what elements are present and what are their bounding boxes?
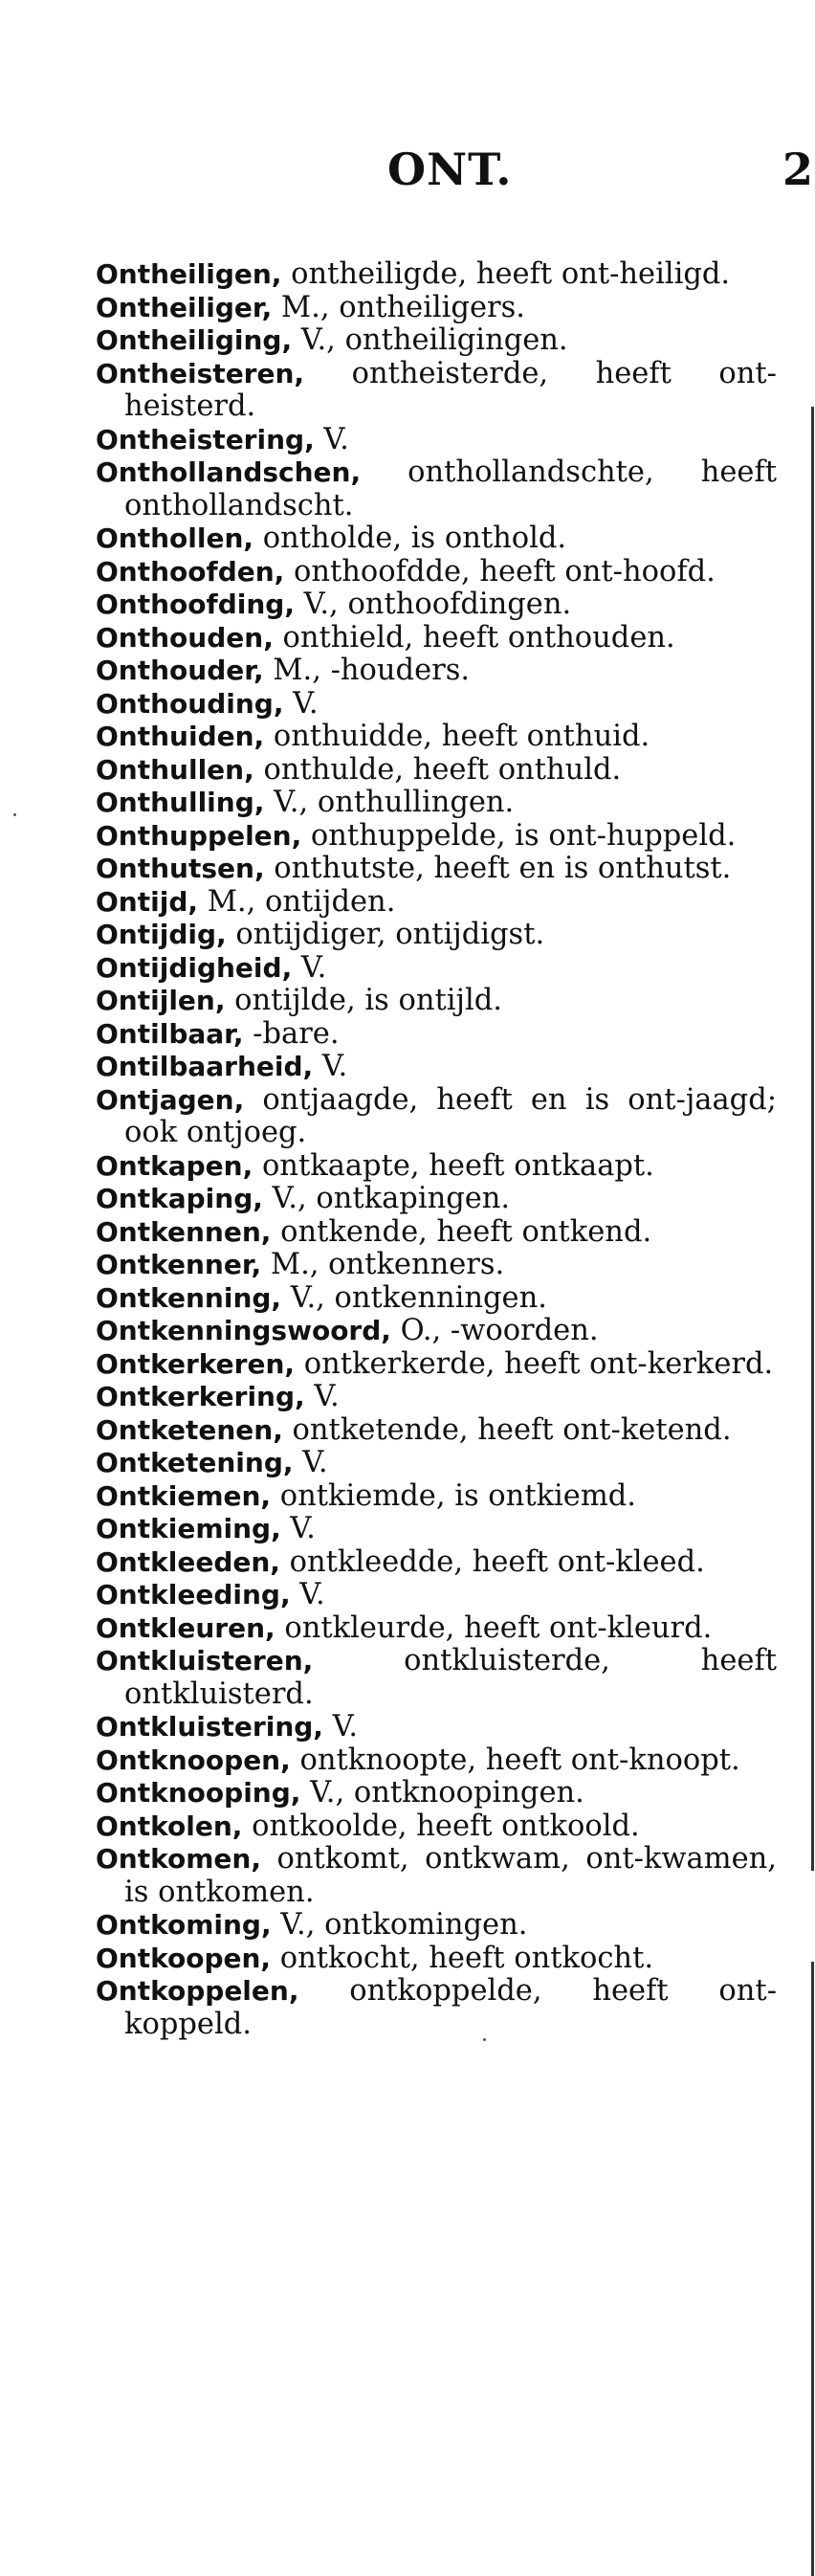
dictionary-entry bbox=[96, 919, 777, 952]
entry-headword: Ontkenner, bbox=[96, 1249, 262, 1280]
entry-headword: Ontkluisteren, bbox=[96, 1645, 314, 1677]
entry-definition: V., ontkapingen. bbox=[262, 1182, 511, 1215]
entry-definition: ontkomt, ontkwam, ont-kwamen, is ontkomen. bbox=[124, 1842, 777, 1909]
entry-headword: Ontketenen, bbox=[96, 1413, 283, 1446]
entry-headword: Onthollen, bbox=[96, 522, 254, 554]
entry-definition: onthutste, heeft en is onthutst. bbox=[264, 852, 732, 885]
entry-headword: Ontkennen, bbox=[96, 1215, 272, 1248]
dictionary-entry bbox=[96, 1744, 777, 1778]
dictionary-entry bbox=[96, 853, 777, 886]
entry-definition: V., onthoofdingen. bbox=[294, 588, 572, 621]
dictionary-entry bbox=[96, 1447, 777, 1480]
dictionary-entry bbox=[96, 556, 777, 589]
dictionary-entry bbox=[96, 1150, 777, 1184]
entry-definition: V. bbox=[322, 1710, 359, 1743]
entry-headword: Onthuppelen, bbox=[96, 819, 302, 852]
entry-definition: ontkocht, heeft ontkocht. bbox=[271, 1941, 654, 1975]
entry-headword: Ontkieming, bbox=[96, 1513, 281, 1544]
entry-headword: Onthutsen, bbox=[96, 853, 265, 884]
entry-definition: M., ontkenners. bbox=[261, 1248, 505, 1281]
dictionary-entry bbox=[96, 1645, 777, 1711]
entry-definition: ontkleedde, heeft ont-kleed. bbox=[279, 1544, 705, 1579]
dictionary-entry bbox=[96, 1843, 777, 1909]
entry-headword: Ontkleuren, bbox=[96, 1611, 275, 1644]
dictionary-entry bbox=[96, 1018, 777, 1052]
entry-headword: Ontheistering, bbox=[96, 423, 315, 455]
entry-definition: onthollandschte, heeft onthollandscht. bbox=[124, 455, 777, 522]
entry-headword: Ontkenningswoord, bbox=[96, 1315, 391, 1346]
dictionary-entry bbox=[96, 1579, 777, 1612]
entry-definition: V. bbox=[293, 1446, 328, 1479]
entry-definition: V. bbox=[283, 686, 319, 721]
dictionary-entry bbox=[96, 292, 777, 325]
entry-headword: Onthollandschen, bbox=[96, 456, 362, 488]
entry-headword: Onthulling, bbox=[96, 787, 265, 818]
entry-definition: ontijlde, is ontijld. bbox=[225, 984, 502, 1017]
dictionary-entry bbox=[96, 1315, 777, 1348]
entry-headword: Ontheiligen, bbox=[96, 258, 282, 290]
entry-definition: ontjaagde, heeft en is ont-jaagd; ook ontjoeg. bbox=[124, 1082, 777, 1149]
entry-headword: Ontkomen, bbox=[96, 1843, 261, 1875]
entry-headword: Ontkleeding, bbox=[96, 1579, 291, 1610]
page-title: ONT. bbox=[387, 144, 513, 195]
entry-headword: Onthoofden, bbox=[96, 555, 285, 588]
entry-headword: Ontheiliging, bbox=[96, 324, 293, 356]
dictionary-entry bbox=[96, 324, 777, 358]
entry-headword: Ontheisteren, bbox=[96, 357, 305, 389]
entry-headword: Ontijlen, bbox=[96, 985, 226, 1016]
dictionary-entry bbox=[96, 1777, 777, 1810]
entry-headword: Ontkleeden, bbox=[96, 1545, 280, 1578]
entry-headword: Onthouden, bbox=[96, 621, 274, 654]
dictionary-entry bbox=[96, 886, 777, 920]
dictionary-entry bbox=[96, 1909, 777, 1943]
dictionary-entry bbox=[96, 622, 777, 655]
entry-headword: Ontkenning, bbox=[96, 1281, 282, 1314]
entry-definition: V. bbox=[290, 1578, 325, 1611]
entry-definition: ontkoolde, heeft ontkoold. bbox=[242, 1809, 640, 1843]
page-header bbox=[0, 144, 815, 201]
dictionary-entry bbox=[96, 1943, 777, 1976]
dictionary-entry bbox=[96, 1381, 777, 1414]
dictionary-entry bbox=[96, 258, 777, 292]
print-speck bbox=[13, 813, 16, 816]
entry-headword: Onthoofding, bbox=[96, 588, 295, 620]
dictionary-entry bbox=[96, 1348, 777, 1382]
entry-definition: V., onthullingen. bbox=[264, 786, 515, 819]
entry-definition: ontketende, heeft ont-ketend. bbox=[282, 1412, 732, 1447]
entry-definition: ontkleurde, heeft ont-kleurd. bbox=[275, 1610, 713, 1645]
page-edge-line bbox=[811, 407, 814, 1871]
dictionary-entry bbox=[96, 456, 777, 522]
entry-headword: Ontilbaarheid, bbox=[96, 1051, 314, 1082]
dictionary-entry bbox=[96, 1183, 777, 1216]
entry-headword: Onthouding, bbox=[96, 687, 284, 720]
entry-definition: M., ontheiligers. bbox=[272, 290, 525, 324]
dictionary-entry bbox=[96, 1480, 777, 1514]
entry-definition: V. bbox=[314, 422, 349, 456]
entry-headword: Ontkoming, bbox=[96, 1909, 272, 1941]
entry-definition: ontheiligde, heeft ont-heiligd. bbox=[281, 257, 731, 291]
entry-headword: Ontkoppelen, bbox=[96, 1975, 299, 2007]
entry-definition: onthuppelde, is ont-huppeld. bbox=[301, 818, 737, 853]
entry-definition: V., ontheiligingen. bbox=[292, 323, 568, 357]
dictionary-entry bbox=[96, 1051, 777, 1084]
entry-headword: Ontkerkering, bbox=[96, 1381, 305, 1412]
entry-definition: V., ontkomingen. bbox=[271, 1908, 528, 1942]
entry-definition: ontkoppelde, heeft ont-koppeld. bbox=[124, 1974, 777, 2041]
dictionary-entry bbox=[96, 1216, 777, 1250]
dictionary-entry bbox=[96, 1513, 777, 1546]
dictionary-entry bbox=[96, 952, 777, 986]
dictionary-entry bbox=[96, 1711, 777, 1744]
entry-definition: V. bbox=[313, 1050, 348, 1083]
entry-definition: onthield, heeft onthouden. bbox=[273, 620, 675, 655]
entry-definition: V., ontkenningen. bbox=[281, 1280, 547, 1315]
dictionary-entry bbox=[96, 1975, 777, 2041]
entry-definition: ontkerkerde, heeft ont-kerkerd. bbox=[295, 1346, 774, 1381]
entry-headword: Onthouder, bbox=[96, 655, 264, 686]
entry-headword: Ontkapen, bbox=[96, 1149, 253, 1182]
entry-definition: ontkaapte, heeft ontkaapt. bbox=[253, 1148, 654, 1183]
entry-headword: Ontjagen, bbox=[96, 1083, 245, 1116]
entry-definition: V. bbox=[280, 1512, 316, 1545]
entry-definition: ontijdiger, ontijdigst. bbox=[226, 918, 545, 951]
dictionary-entry bbox=[96, 1546, 777, 1580]
entry-headword: Ontknooping, bbox=[96, 1777, 301, 1809]
dictionary-entry bbox=[96, 1810, 777, 1844]
entry-headword: Ontkolen, bbox=[96, 1810, 243, 1842]
dictionary-entry bbox=[96, 1414, 777, 1448]
entry-definition: ontkiemde, is ontkiemd. bbox=[271, 1478, 636, 1513]
dictionary-entry bbox=[96, 424, 777, 457]
entry-headword: Ontkluistering, bbox=[96, 1711, 323, 1743]
entry-headword: Ontheiliger, bbox=[96, 291, 273, 323]
entry-definition: ontkluisterde, heeft ontkluisterd. bbox=[124, 1644, 777, 1711]
entry-definition: ontholde, is onthold. bbox=[253, 522, 567, 555]
entry-headword: Onthuiden, bbox=[96, 721, 265, 752]
dictionary-entry bbox=[96, 721, 777, 754]
dictionary-entry bbox=[96, 1282, 777, 1316]
entry-definition: ontknoopte, heeft ont-knoopt. bbox=[290, 1743, 740, 1777]
entry-definition: ontkende, heeft ontkend. bbox=[271, 1214, 652, 1249]
dictionary-entries bbox=[96, 258, 777, 2041]
entry-headword: Ontkerkeren, bbox=[96, 1347, 296, 1380]
entry-headword: Ontijdigheid, bbox=[96, 951, 293, 984]
dictionary-entry bbox=[96, 1249, 777, 1282]
dictionary-entry bbox=[96, 522, 777, 556]
entry-definition: O., -woorden. bbox=[390, 1314, 599, 1347]
entry-headword: Ontkaping, bbox=[96, 1183, 263, 1214]
dictionary-entry bbox=[96, 820, 777, 854]
dictionary-entry bbox=[96, 787, 777, 820]
entry-headword: Ontknoopen, bbox=[96, 1743, 291, 1776]
entry-headword: Ontketening, bbox=[96, 1447, 294, 1478]
dictionary-entry bbox=[96, 754, 777, 788]
dictionary-entry bbox=[96, 358, 777, 424]
page-number: 2 bbox=[782, 144, 814, 195]
entry-headword: Onthullen, bbox=[96, 753, 254, 786]
entry-definition: M., ontijden. bbox=[198, 884, 396, 919]
entry-definition: onthoofdde, heeft ont-hoofd. bbox=[284, 554, 716, 588]
entry-definition: M., -houders. bbox=[263, 654, 471, 687]
entry-definition: V. bbox=[292, 950, 327, 985]
page-edge-line bbox=[811, 1962, 814, 2576]
dictionary-entry bbox=[96, 588, 777, 622]
entry-definition: V. bbox=[304, 1380, 340, 1413]
entry-headword: Ontijdig, bbox=[96, 919, 227, 950]
dictionary-entry bbox=[96, 1612, 777, 1646]
dictionary-entry bbox=[96, 1084, 777, 1150]
entry-headword: Ontijd, bbox=[96, 885, 198, 918]
dictionary-entry bbox=[96, 655, 777, 688]
entry-headword: Ontkoopen, bbox=[96, 1942, 272, 1974]
entry-headword: Ontilbaar, bbox=[96, 1017, 244, 1050]
entry-definition: -bare. bbox=[243, 1016, 340, 1051]
entry-definition: V., ontknoopingen. bbox=[300, 1776, 584, 1810]
entry-headword: Ontkiemen, bbox=[96, 1479, 272, 1512]
dictionary-entry bbox=[96, 985, 777, 1018]
dictionary-entry bbox=[96, 688, 777, 722]
entry-definition: ontheisterde, heeft ont-heisterd. bbox=[124, 356, 777, 423]
entry-definition: onthulde, heeft onthuld. bbox=[253, 752, 622, 787]
entry-definition: onthuidde, heeft onthuid. bbox=[264, 720, 650, 753]
